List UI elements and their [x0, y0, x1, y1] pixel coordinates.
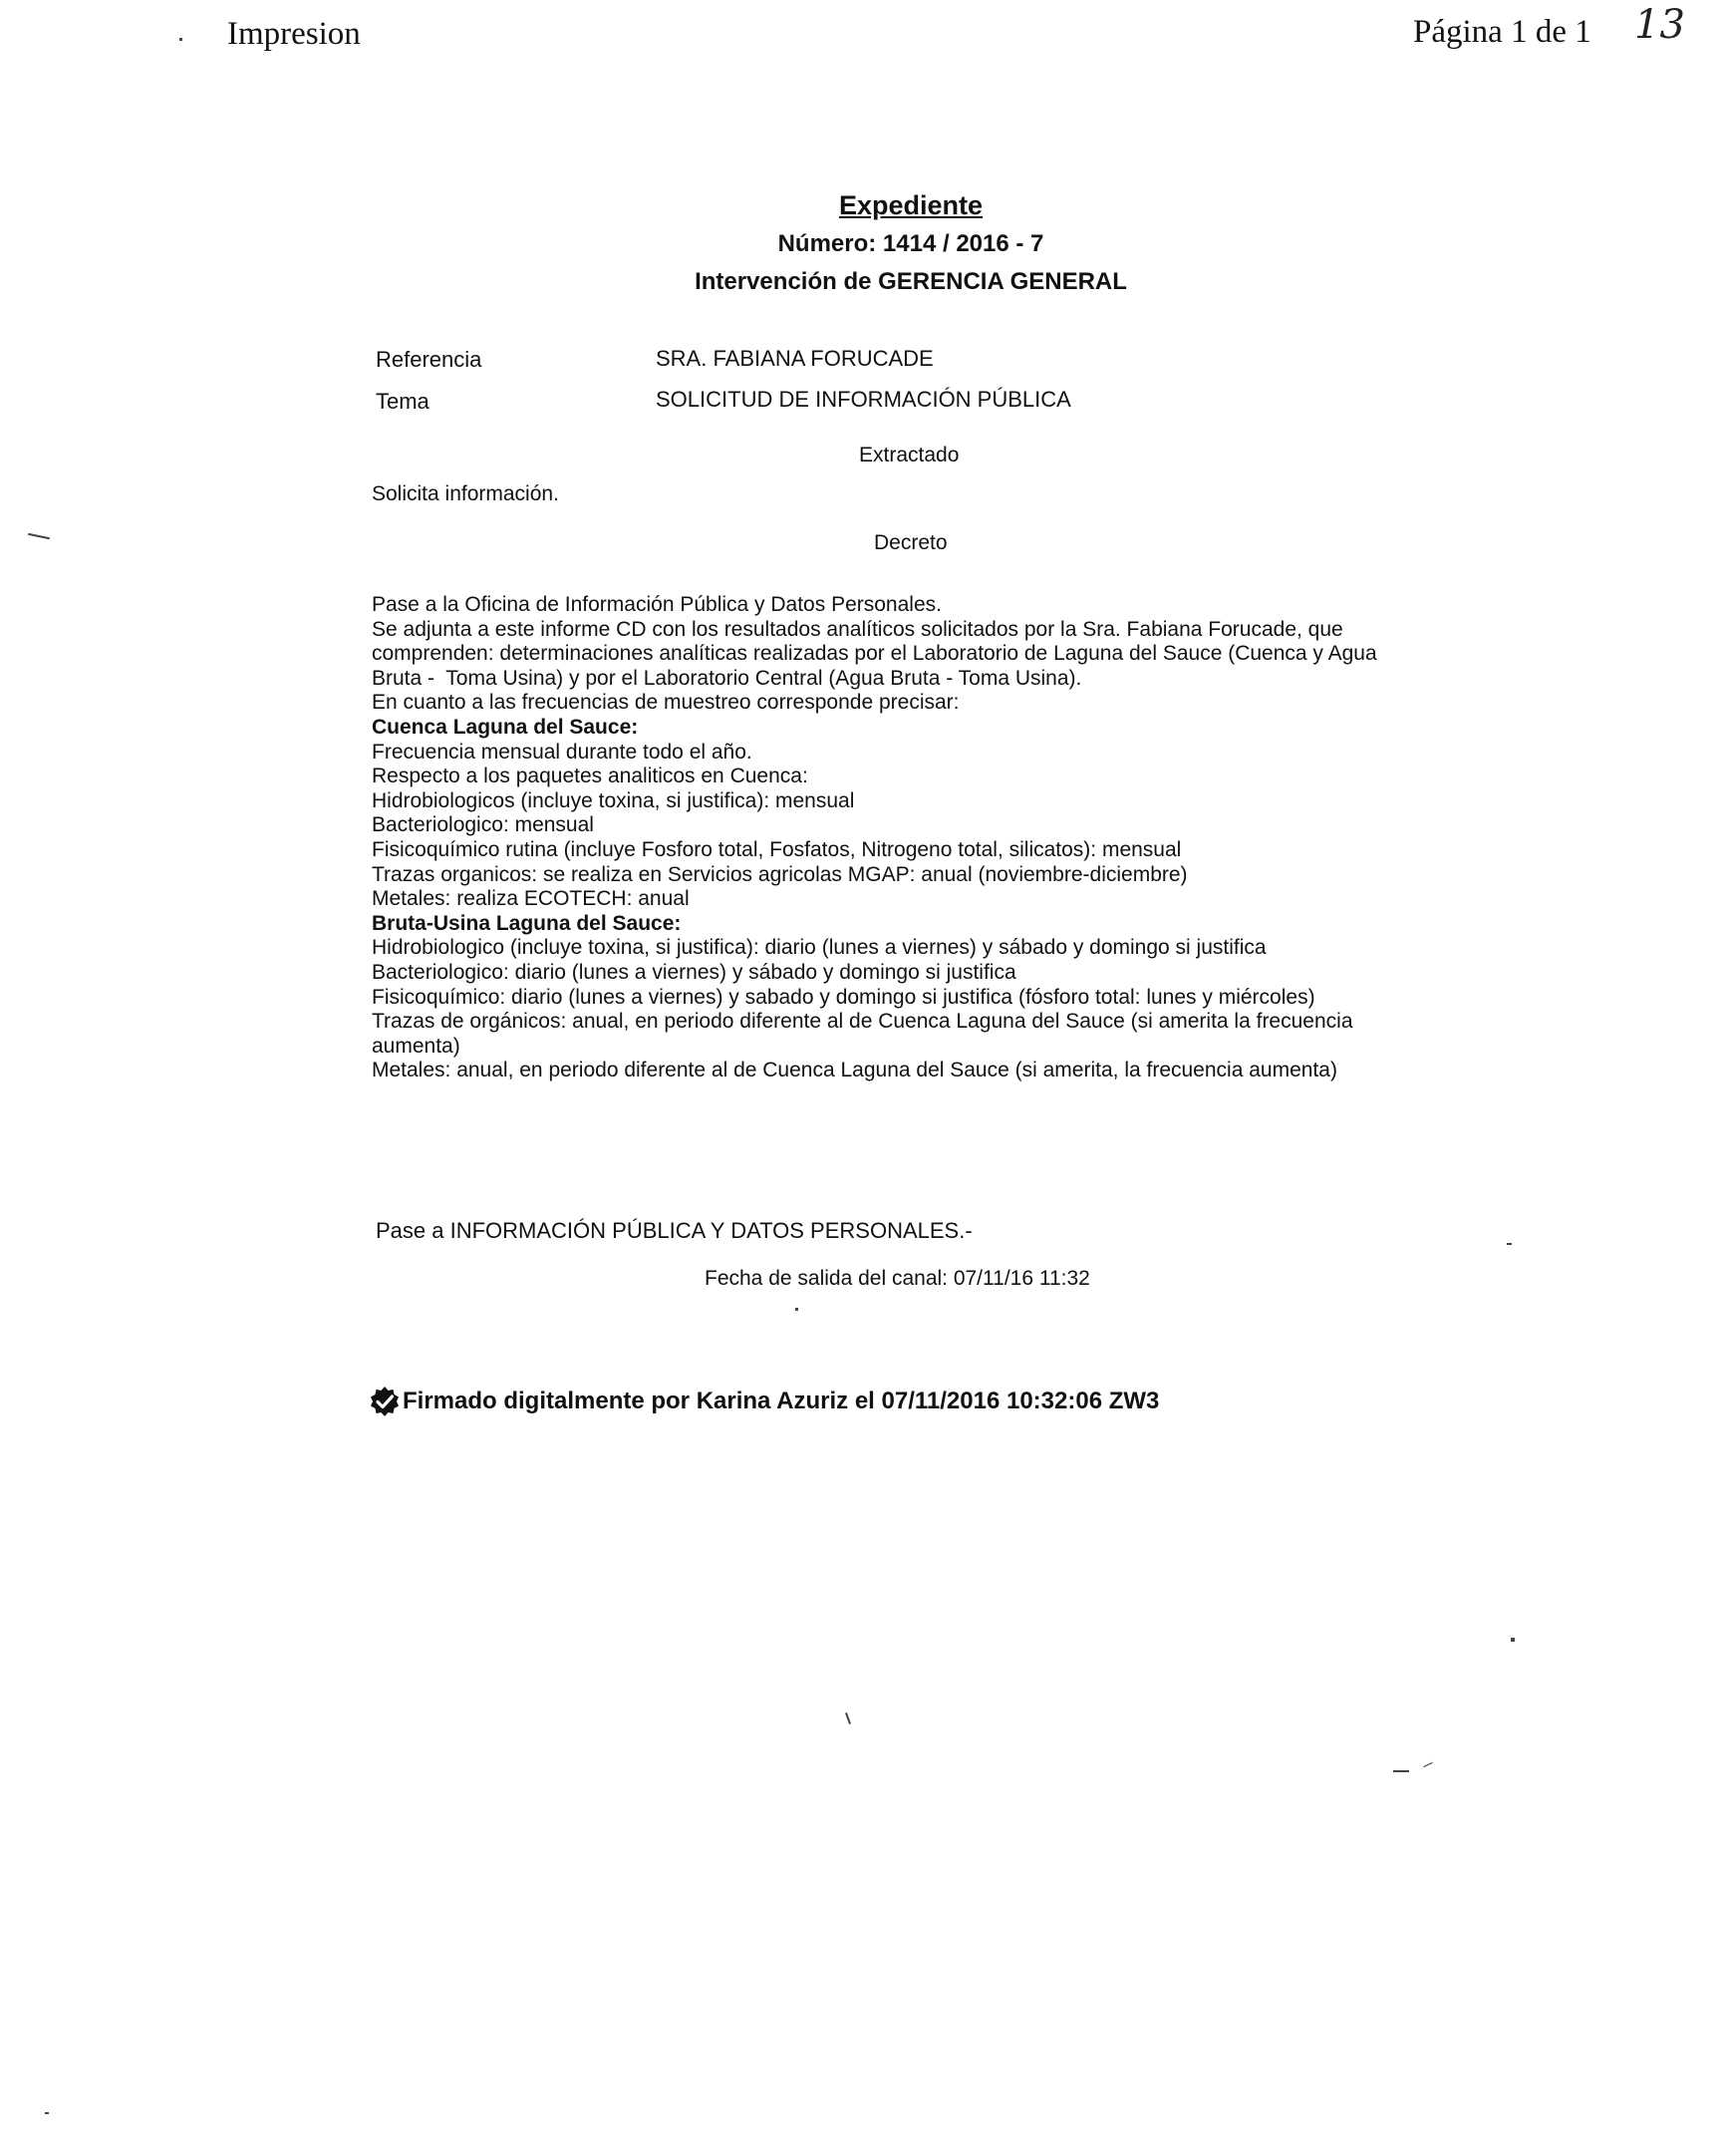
- signature-check-icon: [369, 1386, 401, 1417]
- decreto-line: Se adjunta a este informe CD con los resultados analíticos solicitados por la Sra. Fabiana Forucade, que: [372, 617, 1343, 641]
- decreto-label: Decreto: [874, 531, 948, 554]
- decreto-subheading: Bruta-Usina Laguna del Sauce:: [372, 911, 682, 935]
- expediente-intervention: Intervención de GERENCIA GENERAL: [695, 268, 1127, 295]
- decreto-line: Trazas organicos: se realiza en Servicios agricolas MGAP: anual (noviembre-diciembre): [372, 862, 1188, 886]
- decreto-line: Metales: anual, en periodo diferente al de Cuenca Laguna del Sauce (si amerita, la frecuencia aumenta): [372, 1059, 1337, 1082]
- scan-speck: [795, 1308, 798, 1311]
- signature-text: Firmado digitalmente por Karina Azuriz el 07/11/2016 10:32:06 ZW3: [403, 1387, 1160, 1414]
- expediente-heading: [0, 185, 1722, 301]
- decreto-line: Metales: realiza ECOTECH: anual: [372, 887, 690, 911]
- decreto-line: Bacteriologico: diario (lunes a viernes) y sábado y domingo si justifica: [372, 960, 1016, 984]
- decreto-body: [372, 593, 1468, 1083]
- decreto-line: Respecto a los paquetes analiticos en Cuenca:: [372, 765, 808, 788]
- extractado-label: Extractado: [859, 444, 960, 466]
- referencia-value: SRA. FABIANA FORUCADE: [656, 346, 934, 371]
- tema-label: Tema: [376, 389, 430, 414]
- decreto-line: Fisicoquímico rutina (incluye Fosforo total, Fosfatos, Nitrogeno total, silicatos): mensual: [372, 837, 1182, 861]
- decreto-line: Pase a la Oficina de Información Pública y Datos Personales.: [372, 593, 942, 616]
- scan-speck: [845, 1712, 851, 1724]
- decreto-line: Frecuencia mensual durante todo el año.: [372, 740, 752, 764]
- pase-text: Pase a INFORMACIÓN PÚBLICA Y DATOS PERSONALES.-: [376, 1218, 973, 1243]
- fecha-salida: Fecha de salida del canal: 07/11/16 11:32: [705, 1267, 1090, 1290]
- decreto-subheading: Cuenca Laguna del Sauce:: [372, 715, 639, 739]
- decreto-line: Bacteriologico: mensual: [372, 813, 594, 837]
- scan-speck: [1393, 1770, 1409, 1772]
- digital-signature: [369, 1386, 1159, 1417]
- scan-speck: [179, 38, 182, 41]
- decreto-line: Trazas de orgánicos: anual, en periodo diferente al de Cuenca Laguna del Sauce (si amerita la frecuencia: [372, 1010, 1353, 1034]
- decreto-line: Hidrobiologicos (incluye toxina, si justifica): mensual: [372, 788, 855, 812]
- scan-speck: [28, 533, 50, 540]
- expediente-title: Expediente: [838, 190, 984, 220]
- scan-speck: [1511, 1638, 1515, 1642]
- decreto-line: comprenden: determinaciones analíticas realizadas por el Laboratorio de Laguna del Sauce (Cuenca y Agua: [372, 642, 1377, 666]
- extractado-text: Solicita información.: [372, 482, 559, 505]
- expediente-number: Número: 1414 / 2016 - 7: [777, 230, 1044, 257]
- print-title: Impresion: [227, 16, 361, 52]
- page-indicator: Página 1 de 1: [1413, 14, 1591, 50]
- decreto-line: Hidrobiologico (incluye toxina, si justifica): diario (lunes a viernes) y sábado y domingo si justifica: [372, 936, 1267, 960]
- decreto-line: aumenta): [372, 1034, 460, 1058]
- handwritten-page-number: 13: [1634, 2, 1685, 48]
- scan-speck: [1507, 1243, 1512, 1245]
- decreto-line: Bruta - Toma Usina) y por el Laboratorio Central (Agua Bruta - Toma Usina).: [372, 666, 1082, 690]
- scan-speck: [45, 2112, 49, 2114]
- decreto-line: En cuanto a las frecuencias de muestreo corresponde precisar:: [372, 691, 960, 715]
- referencia-label: Referencia: [376, 347, 482, 372]
- scan-speck: [1423, 1762, 1432, 1767]
- tema-value: SOLICITUD DE INFORMACIÓN PÚBLICA: [656, 387, 1071, 412]
- decreto-line: Fisicoquímico: diario (lunes a viernes) y sabado y domingo si justifica (fósforo total: lunes y miércoles): [372, 985, 1315, 1009]
